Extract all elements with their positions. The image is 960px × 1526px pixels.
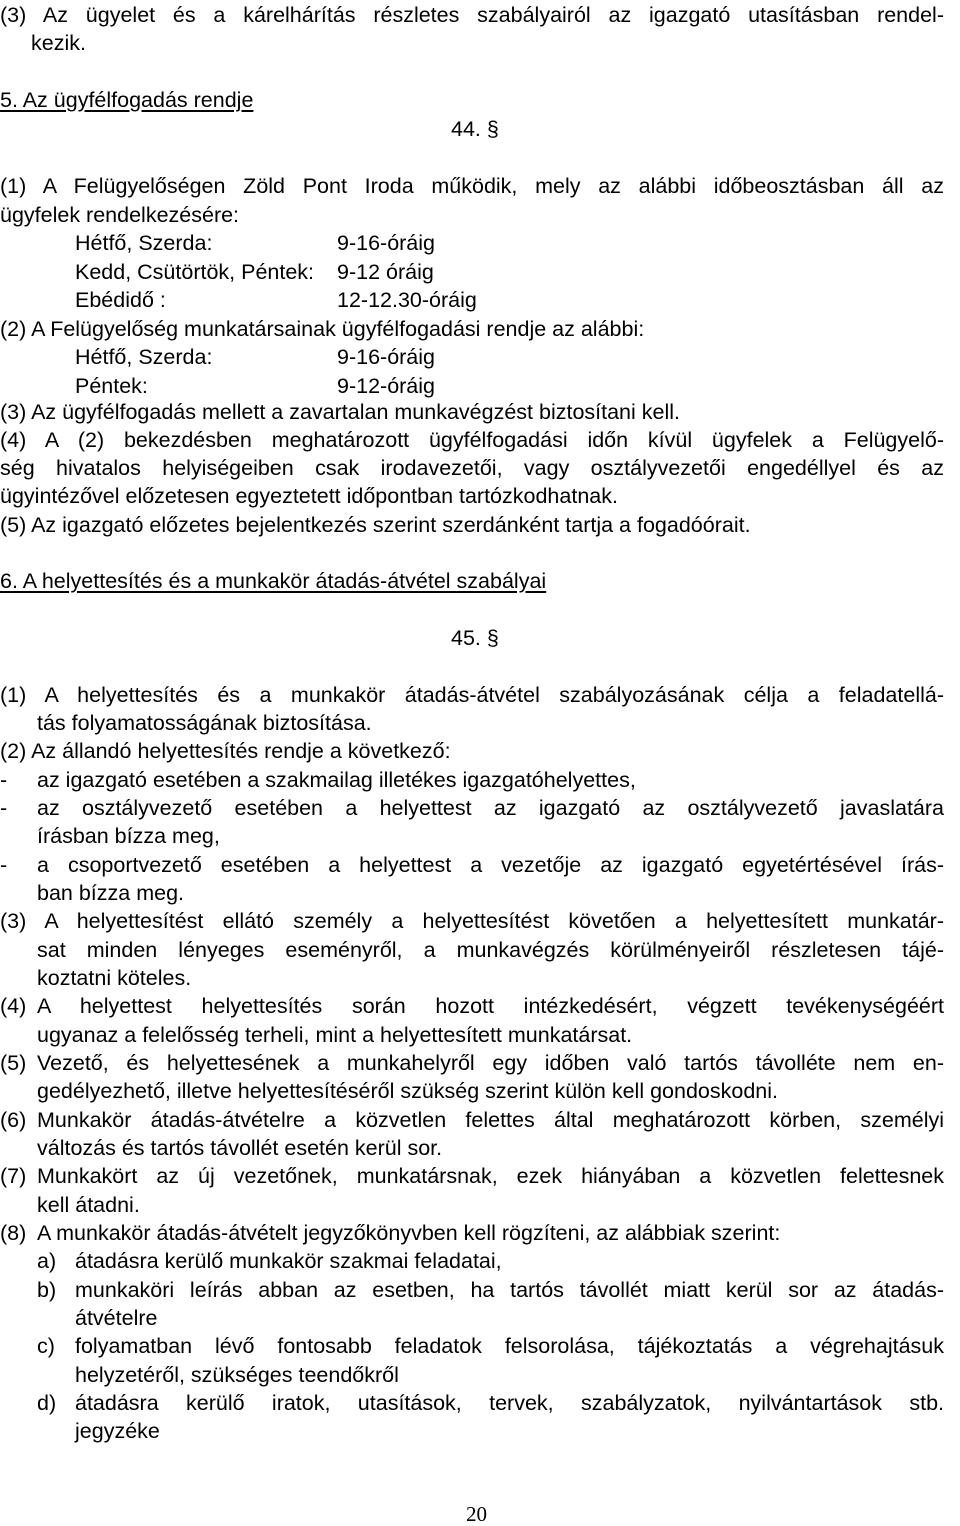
paragraph-line: gedélyezhető, illetve helyettesítéséről szükség szerint külön kell gondoskodni. [37,1079,778,1103]
schedule-day: Hétfő, Szerda: [75,345,213,369]
paragraph-line: (5) Az igazgató előzetes bejelentkezés szerint szerdánként tartja a fogadóórait. [0,513,751,537]
item-number: (7) [0,1164,27,1188]
paragraph-line: változás és tartós távollét esetén kerül sor. [37,1136,443,1160]
section-heading: 5. Az ügyfélfogadás rendje [0,88,254,112]
list-item: átadásra kerülő munkakör szakmai feladatai, [75,1249,502,1273]
page-number: 20 [466,1502,487,1526]
list-dash: - [0,796,8,820]
paragraph-line: (3) Az ügyfélfogadás mellett a zavartalan munkavégzést biztosítani kell. [0,400,680,424]
list-item: az osztályvezető esetében a helyettest az igazgató az osztályvezető javaslatára [37,796,944,820]
paragraph-sign: 44. § [451,117,499,141]
list-item: jegyzéke [75,1419,160,1443]
paragraph-sign: 45. § [451,626,499,650]
paragraph-line: kezik. [31,31,86,55]
paragraph-line: (4) A (2) bekezdésben meghatározott ügyfélfogadási időn kívül ügyfelek a Felügyelő- [0,428,944,452]
paragraph-line: ügyfelek rendelkezésére: [0,203,240,227]
paragraph-line: ség hivatalos helyiségeiben csak irodavezetői, vagy osztályvezetői engedéllyel és az [0,456,944,480]
list-dash: - [0,768,8,792]
list-letter: a) [37,1249,57,1273]
schedule-time: 9-16-óráig [337,231,435,255]
schedule-time: 9-12-óráig [337,374,435,398]
list-item: a csoportvezető esetében a helyettest a vezetője az igazgató egyetértésével írás- [37,853,944,877]
paragraph-line: kell átadni. [37,1193,140,1217]
paragraph-line: A munkakör átadás-átvételt jegyzőkönyvben kell rögzíteni, az alábbiak szerint: [37,1221,781,1245]
paragraph-line: Vezető, és helyettesének a munkahelyről egy időben való tartós távolléte nem en- [37,1051,944,1075]
paragraph-line: (1) A Felügyelőségen Zöld Pont Iroda működik, mely az alábbi időbeosztásban áll az [0,174,944,198]
schedule-day: Ebédidő : [75,288,166,312]
list-item: átvételre [75,1306,158,1330]
schedule-day: Péntek: [75,374,148,398]
item-number: (4) [0,994,27,1018]
paragraph-line: A helyettest helyettesítés során hozott intézkedésért, végzett tevékenységéért [37,994,944,1018]
list-item: az igazgató esetében a szakmailag illetékes igazgatóhelyettes, [37,768,636,792]
paragraph-line: (2) A Felügyelőség munkatársainak ügyfélfogadási rendje az alábbi: [0,317,645,341]
paragraph-line: ügyintézővel előzetesen egyeztetett időpontban tartózkodhatnak. [0,484,618,508]
paragraph-line: Munkakör átadás-átvételre a közvetlen felettes által meghatározott körben, személyi [37,1108,944,1132]
item-number: (8) [0,1221,27,1245]
item-number: (6) [0,1108,27,1132]
list-item: munkaköri leírás abban az esetben, ha tartós távollét miatt kerül sor az átadás- [75,1278,944,1302]
list-letter: c) [37,1334,55,1358]
list-item: írásban bízza meg, [37,824,220,848]
paragraph-line: (1) A helyettesítés és a munkakör átadás-átvétel szabályozásának célja a feladatellá- [0,683,944,707]
paragraph-line: sat minden lényeges eseményről, a munkavégzés körülményeiről részletesen tájé- [37,938,944,962]
paragraph-line: tás folyamatosságának biztosítása. [37,711,372,735]
paragraph-line: (2) Az állandó helyettesítés rendje a következő: [0,739,451,763]
paragraph-line: (3) A helyettesítést ellátó személy a helyettesítést követően a helyettesített munkatár- [0,909,944,933]
schedule-time: 9-16-óráig [337,345,435,369]
list-item: ban bízza meg. [37,881,185,905]
list-item: helyzetéről, szükséges teendőkről [75,1363,399,1387]
list-item: folyamatban lévő fontosabb feladatok felsorolása, tájékoztatás a végrehajtásuk [75,1334,944,1358]
schedule-day: Hétfő, Szerda: [75,231,213,255]
paragraph-line: (3) Az ügyelet és a kárelhárítás részletes szabályairól az igazgató utasításban rendel- [0,3,944,27]
schedule-day: Kedd, Csütörtök, Péntek: [75,260,315,284]
list-item: átadásra kerülő iratok, utasítások, tervek, szabályzatok, nyilvántartások stb. [75,1391,944,1415]
paragraph-line: ugyanaz a felelősség terheli, mint a helyettesített munkatársat. [37,1023,633,1047]
list-letter: d) [37,1391,57,1415]
schedule-time: 12-12.30-óráig [337,288,477,312]
list-dash: - [0,853,8,877]
schedule-time: 9-12 óráig [337,260,434,284]
section-heading: 6. A helyettesítés és a munkakör átadás-átvétel szabályai [0,569,547,593]
item-number: (5) [0,1051,27,1075]
paragraph-line: koztatni köteles. [37,966,192,990]
paragraph-line: Munkakört az új vezetőnek, munkatársnak, ezek hiányában a közvetlen felettesnek [37,1164,944,1188]
list-letter: b) [37,1278,57,1302]
